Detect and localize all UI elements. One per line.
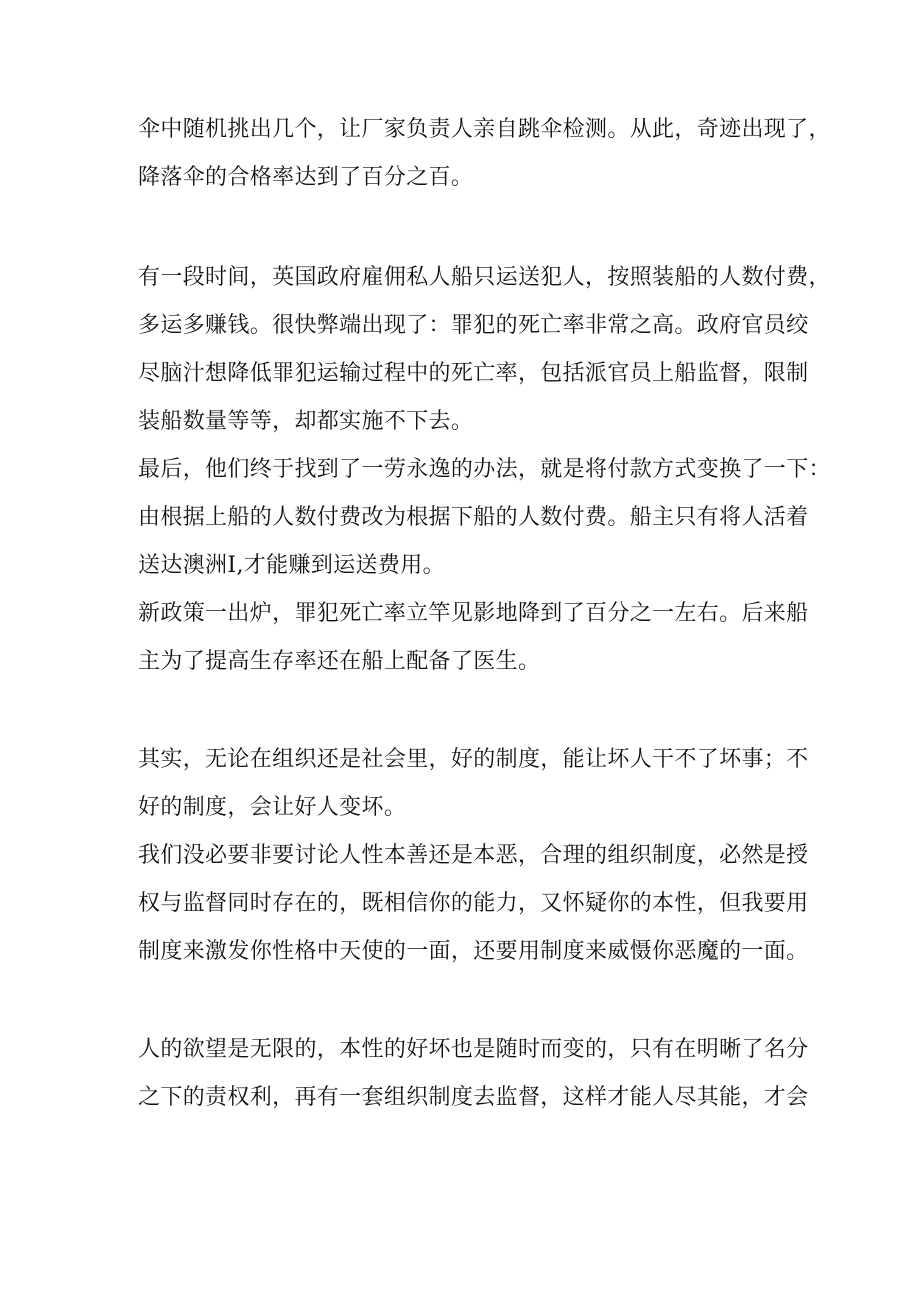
text-line: 我们没必要非要讨论人性本善还是本恶，合理的组织制度，必然是授: [138, 843, 809, 868]
text-line: 主为了提高生存率还在船上配备了医生。: [138, 649, 541, 674]
text-line: 新政策一出炉，罪犯死亡率立竿见影地降到了百分之一左右。后来船: [138, 601, 809, 626]
text-line: 人的欲望是无限的，本性的好坏也是随时而变的，只有在明晰了名分: [138, 1037, 809, 1062]
text-line: 伞中随机挑出几个，让厂家负责人亲自跳伞检测。从此，奇迹出现了，: [138, 117, 831, 142]
text-line: 尽脑汁想降低罪犯运输过程中的死亡率，包括派官员上船监督，限制: [138, 361, 809, 386]
text-line: 好的制度，会让好人变坏。: [138, 795, 407, 820]
text-line: 有一段时间，英国政府雇佣私人船只运送犯人，按照装船的人数付费，: [138, 265, 831, 290]
text-line: 装船数量等等，却都实施不下去。: [138, 409, 474, 434]
text-line: 降落伞的合格率达到了百分之百。: [138, 165, 474, 190]
text-line: 之下的责权利，再有一套组织制度去监督，这样才能人尽其能，才会: [138, 1085, 809, 1110]
text-line: 多运多赚钱。很快弊端出现了：罪犯的死亡率非常之高。政府官员绞: [138, 313, 809, 338]
text-line: 制度来激发你性格中天使的一面，还要用制度来威慑你恶魔的一面。: [138, 939, 809, 964]
text-line: 送达澳洲I,才能赚到运送费用。: [138, 553, 445, 578]
text-line: 由根据上船的人数付费改为根据下船的人数付费。船主只有将人活着: [138, 505, 809, 530]
text-line: 权与监督同时存在的，既相信你的能力，又怀疑你的本性，但我要用: [138, 891, 809, 916]
text-line: 最后，他们终于找到了一劳永逸的办法，就是将付款方式变换了一下：: [138, 457, 831, 482]
text-line: 其实，无论在组织还是社会里，好的制度，能让坏人干不了坏事；不: [138, 747, 809, 772]
